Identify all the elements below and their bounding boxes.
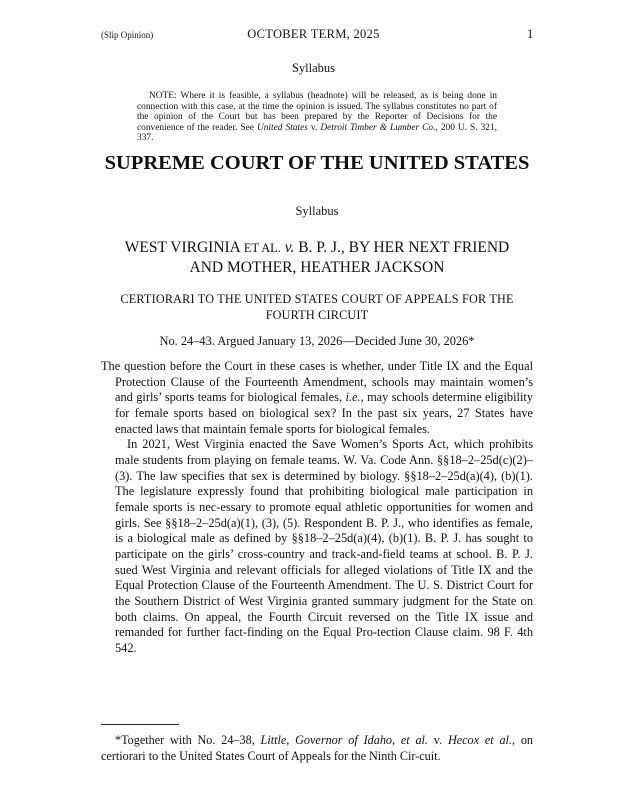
docket-line: No. 24–43. Argued January 13, 2026—Decided June 30, 2026* xyxy=(159,334,475,348)
note-case-name: United States xyxy=(256,122,308,133)
note-text: NOTE: Where it is feasible, a syllabus (headnote) will be released, as is being done in connection with this case, at the time the opinion is issued. The syllabus constitutes no part of the opinion of the Court but has been prepared by the Reporter of Decisions for the convenience of the reader. See xyxy=(137,91,497,133)
page-number: 1 xyxy=(527,27,534,41)
footnote-text-a: *Together with No. 24–38, xyxy=(115,733,261,747)
case-title-petitioner: WEST VIRGINIA xyxy=(124,239,244,256)
certiorari-line: CERTIORARI TO THE UNITED STATES COURT OF APPEALS FOR THE FOURTH CIRCUIT xyxy=(120,292,514,322)
syllabus-heading-2: Syllabus xyxy=(295,204,339,218)
syllabus-heading: Syllabus xyxy=(291,61,336,75)
footnote-text-b: , on certiorari to the United States Court of Appeals for the Ninth Cir-cuit. xyxy=(101,733,534,763)
term-header: OCTOBER TERM, 2025 xyxy=(247,27,380,41)
note-versus: v. xyxy=(307,122,321,133)
note-citation: , 200 U. S. 321, 337. xyxy=(137,122,498,144)
syllabus-body xyxy=(101,359,533,656)
footnote-case-name: Little, Governor of Idaho, et al. xyxy=(260,733,428,747)
body-paragraph-2: In 2021, West Virginia enacted the Save Women’s Sports Act, which prohibits male students from playing on female teams. W. Va. Code Ann. §§18–2–25d(c)(2)–(3). The law specifies that sex is determined by biology. §§18–2–25d(a)(4), (b)(1). The legislature expressly found that prohibiting biological male participation in female sports is nec-essary to promote equal athletic opportunities for women and girls. See §§18–2–25d(a)(1), (3), (5). Respondent B. P. J., who identifies as female, is a biological male as defined by §§18–2–25d(a)(4), (b)(1). B. P. J. has sought to participate on the girls’ cross-country and track-and-field teams at school. B. P. J. sued West Virginia and relevant officials for alleged violations of Title IX and the Equal Protection Clause of the Fourteenth Amendment. The U. S. District Court for the Southern District of West Virginia granted summary judgment for the State on both claims. On appeal, the Fourth Circuit reversed on the Title IX issue and remanded for further fact-finding on the Equal Pro-tection Clause claim. 98 F. 4th 542. xyxy=(115,437,533,655)
footnote-rule xyxy=(101,724,179,725)
body-paragraph-1 xyxy=(101,359,533,437)
footnote-versus: v. xyxy=(427,733,448,747)
footnote-case-name-2: Hecox et al. xyxy=(447,733,512,747)
body-p1-text-a: The question before the Court in these cases is whether, under Title IX and the Equal Protection Clause of the Fourteenth Amendment, schools may maintain women’s and girls’ sports teams for biological females, xyxy=(101,359,533,405)
court-name: SUPREME COURT OF THE UNITED STATES xyxy=(104,152,530,174)
case-title-versus: v. xyxy=(280,239,299,256)
case-title-et-al: ET AL. xyxy=(243,241,281,255)
body-p1-ie: i.e. xyxy=(345,390,361,405)
slip-opinion-label: (Slip Opinion) xyxy=(101,30,154,40)
footnote xyxy=(101,733,533,764)
body-p1-text-b: , may schools determine eligibility for female sports based on biological sex? In the past six years, 27 States have enacted laws that maintain female sports for biological females. xyxy=(115,390,533,436)
case-title-respondent: B. P. J., BY HER NEXT FRIEND AND MOTHER, HEATHER JACKSON xyxy=(189,239,510,276)
reporter-note xyxy=(137,91,497,144)
note-case-name-2: Detroit Timber & Lumber Co. xyxy=(320,122,436,133)
case-title xyxy=(110,238,524,278)
